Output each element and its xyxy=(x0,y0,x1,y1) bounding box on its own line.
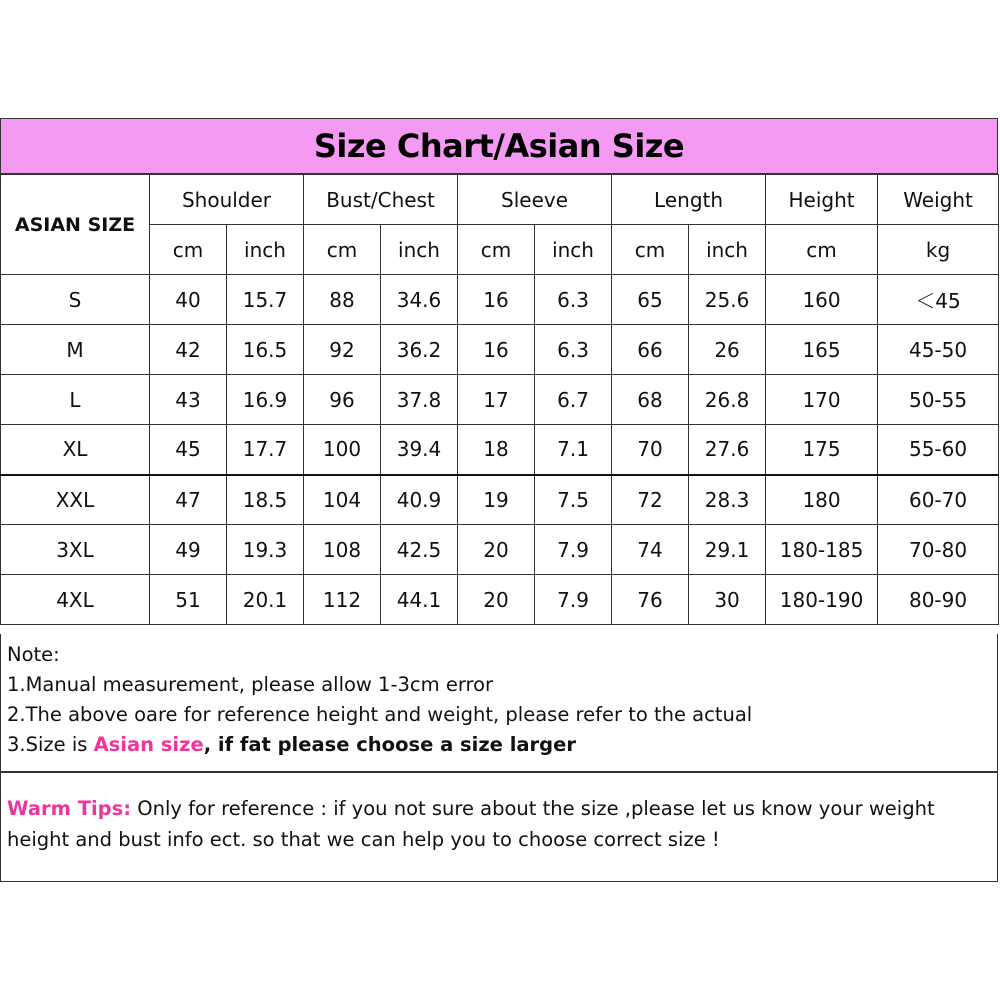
unit-cell: inch xyxy=(227,225,304,275)
table-cell: 160 xyxy=(766,275,878,325)
size-label-cell: 3XL xyxy=(1,525,150,575)
group-header-height: Height xyxy=(766,175,878,225)
group-header-length: Length xyxy=(612,175,766,225)
table-cell: 180-190 xyxy=(766,575,878,625)
table-cell: 68 xyxy=(612,375,689,425)
note-highlight-asian-size: Asian size xyxy=(93,733,204,756)
size-label-cell: XL xyxy=(1,425,150,475)
table-cell: 42.5 xyxy=(381,525,458,575)
table-cell: 80-90 xyxy=(878,575,999,625)
group-header-weight: Weight xyxy=(878,175,999,225)
table-cell: 60-70 xyxy=(878,475,999,525)
table-cell: 39.4 xyxy=(381,425,458,475)
table-cell: 29.1 xyxy=(689,525,766,575)
table-row xyxy=(1,325,999,375)
table-cell: 30 xyxy=(689,575,766,625)
table-cell: 18 xyxy=(458,425,535,475)
table-cell: 45 xyxy=(150,425,227,475)
unit-cell: cm xyxy=(766,225,878,275)
unit-cell: kg xyxy=(878,225,999,275)
table-cell: 96 xyxy=(304,375,381,425)
table-cell: 180-185 xyxy=(766,525,878,575)
group-header-row xyxy=(1,175,999,225)
size-chart xyxy=(0,118,1000,882)
table-cell: 19.3 xyxy=(227,525,304,575)
table-cell: 55-60 xyxy=(878,425,999,475)
table-cell: 100 xyxy=(304,425,381,475)
table-cell: 43 xyxy=(150,375,227,425)
table-cell: 76 xyxy=(612,575,689,625)
table-cell: 16 xyxy=(458,325,535,375)
unit-cell: cm xyxy=(612,225,689,275)
size-label-cell: L xyxy=(1,375,150,425)
table-cell: 6.3 xyxy=(535,325,612,375)
notes-section xyxy=(0,634,998,772)
table-cell: 20 xyxy=(458,575,535,625)
note-line-3-prefix: 3.Size is xyxy=(7,733,94,756)
table-cell: 104 xyxy=(304,475,381,525)
table-cell: 17 xyxy=(458,375,535,425)
table-cell: ＜45 xyxy=(878,275,999,325)
table-row xyxy=(1,425,999,475)
table-cell: 47 xyxy=(150,475,227,525)
table-cell: 6.3 xyxy=(535,275,612,325)
table-cell: 180 xyxy=(766,475,878,525)
table-row xyxy=(1,475,999,525)
table-cell: 50-55 xyxy=(878,375,999,425)
table-cell: 170 xyxy=(766,375,878,425)
table-cell: 74 xyxy=(612,525,689,575)
table-cell: 40.9 xyxy=(381,475,458,525)
warm-tips-text: Only for reference : if you not sure about the size ,please let us know your weight height and bust info ect. so that we can help you to choose correct size ! xyxy=(7,797,935,851)
table-cell: 16.5 xyxy=(227,325,304,375)
table-cell: 40 xyxy=(150,275,227,325)
table-row xyxy=(1,375,999,425)
table-cell: 66 xyxy=(612,325,689,375)
warm-tips-label: Warm Tips: xyxy=(7,797,132,820)
table-cell: 7.9 xyxy=(535,525,612,575)
group-header-shoulder: Shoulder xyxy=(150,175,304,225)
group-header-bust: Bust/Chest xyxy=(304,175,458,225)
table-cell: 26.8 xyxy=(689,375,766,425)
unit-cell: inch xyxy=(535,225,612,275)
table-cell: 44.1 xyxy=(381,575,458,625)
table-cell: 70-80 xyxy=(878,525,999,575)
table-cell: 72 xyxy=(612,475,689,525)
size-label-cell: XXL xyxy=(1,475,150,525)
size-label-cell: M xyxy=(1,325,150,375)
table-cell: 92 xyxy=(304,325,381,375)
size-table xyxy=(0,174,999,625)
note-line-3 xyxy=(7,730,991,760)
note-line-3-bold: , if fat please choose a size larger xyxy=(203,733,576,756)
notes-heading: Note: xyxy=(7,643,60,666)
table-cell: 36.2 xyxy=(381,325,458,375)
chart-title: Size Chart/Asian Size xyxy=(313,127,685,165)
table-cell: 27.6 xyxy=(689,425,766,475)
size-column-header: ASIAN SIZE xyxy=(1,175,150,275)
table-cell: 45-50 xyxy=(878,325,999,375)
table-cell: 37.8 xyxy=(381,375,458,425)
size-label-cell: 4XL xyxy=(1,575,150,625)
table-cell: 16.9 xyxy=(227,375,304,425)
table-cell: 7.5 xyxy=(535,475,612,525)
table-cell: 108 xyxy=(304,525,381,575)
table-cell: 51 xyxy=(150,575,227,625)
chart-title-bar xyxy=(0,118,998,174)
warm-tips-section xyxy=(0,772,998,882)
table-cell: 16 xyxy=(458,275,535,325)
note-line-1: 1.Manual measurement, please allow 1-3cm error xyxy=(7,673,494,696)
table-cell: 6.7 xyxy=(535,375,612,425)
table-cell: 34.6 xyxy=(381,275,458,325)
table-cell: 7.9 xyxy=(535,575,612,625)
unit-header-row xyxy=(1,225,999,275)
unit-cell: inch xyxy=(381,225,458,275)
unit-cell: inch xyxy=(689,225,766,275)
table-cell: 49 xyxy=(150,525,227,575)
table-cell: 42 xyxy=(150,325,227,375)
size-rows xyxy=(1,275,999,625)
table-cell: 65 xyxy=(612,275,689,325)
unit-cell: cm xyxy=(458,225,535,275)
table-row xyxy=(1,575,999,625)
table-cell: 165 xyxy=(766,325,878,375)
table-cell: 15.7 xyxy=(227,275,304,325)
table-cell: 19 xyxy=(458,475,535,525)
table-cell: 18.5 xyxy=(227,475,304,525)
table-row xyxy=(1,525,999,575)
table-cell: 20 xyxy=(458,525,535,575)
table-cell: 88 xyxy=(304,275,381,325)
table-cell: 175 xyxy=(766,425,878,475)
size-label-cell: S xyxy=(1,275,150,325)
table-cell: 7.1 xyxy=(535,425,612,475)
table-cell: 28.3 xyxy=(689,475,766,525)
table-cell: 25.6 xyxy=(689,275,766,325)
group-header-sleeve: Sleeve xyxy=(458,175,612,225)
table-cell: 17.7 xyxy=(227,425,304,475)
table-cell: 112 xyxy=(304,575,381,625)
unit-cell: cm xyxy=(304,225,381,275)
table-cell: 70 xyxy=(612,425,689,475)
note-line-2: 2.The above oare for reference height and weight, please refer to the actual xyxy=(7,703,753,726)
unit-cell: cm xyxy=(150,225,227,275)
table-cell: 20.1 xyxy=(227,575,304,625)
table-cell: 26 xyxy=(689,325,766,375)
table-row xyxy=(1,275,999,325)
